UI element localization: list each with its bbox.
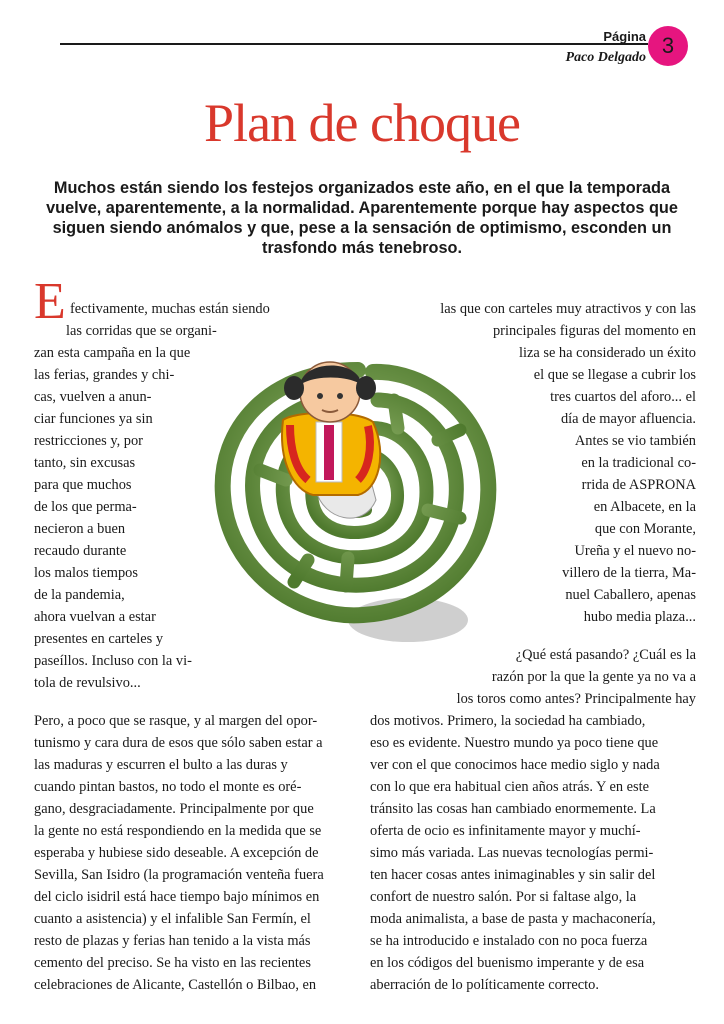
text-line: ¿Qué está pasando? ¿Cuál es la (515, 647, 696, 663)
text-line: de los que perma- (34, 499, 137, 515)
text-line: resto de plazas y ferias han tenido a la vista más (34, 933, 311, 949)
text-line: gano, desgraciadamente. Principalmente por que (34, 801, 314, 817)
text-line: las ferias, grandes y chi- (34, 367, 175, 383)
text-line: tres cuartos del aforo... el (550, 389, 696, 405)
text-line: presentes en carteles y (34, 631, 164, 647)
text-line: con lo que era habitual cien años atrás. Y en este (370, 779, 650, 795)
page-number-badge: 3 (648, 26, 688, 66)
text-line: ahora vuelvan a estar (34, 609, 156, 625)
text-line: Pero, a poco que se rasque, y al margen del opor- (34, 713, 318, 729)
text-line: oferta de ocio es infinitamente mayor y muchí- (370, 823, 641, 839)
text-line: recaudo durante (34, 543, 127, 559)
text-line: aberración de lo políticamente correcto. (370, 977, 599, 993)
text-line: necieron a buen (34, 521, 126, 537)
text-line: principales figuras del momento en (492, 323, 696, 339)
text-line: cuanto a asistencia) y el infalible San Fermín, el (34, 911, 311, 927)
text-line: simo más variada. Las nuevas tecnologías permi- (370, 845, 654, 861)
text-line: confort de nuestro salón. Por si faltase algo, la (370, 889, 637, 905)
text-line: de la pandemia, (34, 587, 125, 603)
text-line: tránsito las cosas han cambiado enormemente. La (370, 801, 656, 817)
text-line: ten hacer cosas antes inimaginables y sin salir del (370, 867, 656, 883)
text-line: moda animalista, a base de pasta y machaconería, (370, 911, 656, 927)
text-line: las maduras y escurren el bulto a las duras y (34, 757, 288, 773)
text-line: cuando pintan bastos, no todo el monte es oré- (34, 779, 302, 795)
text-line: villero de la tierra, Ma- (562, 565, 696, 581)
text-line: esperaba y hubiese sido deseable. A excepción de (34, 845, 319, 861)
torero-figure (282, 362, 380, 518)
text-line: se ha introducido e instalado con no poca fuerza (370, 933, 648, 949)
text-line: restricciones y, por (34, 433, 143, 449)
text-line: el que se llegase a cubrir los (533, 367, 696, 383)
text-line: tola de revulsivo... (34, 675, 141, 691)
maze-torero-illustration (198, 330, 518, 650)
text-line: razón por la que la gente ya no va a (491, 669, 696, 685)
text-line: paseíllos. Incluso con la vi- (34, 653, 192, 669)
text-line: ver con el que conocimos hace medio siglo y nada (370, 757, 660, 773)
text-line: Sevilla, San Isidro (la programación venteña fuera (34, 867, 324, 883)
text-line: eso es evidente. Nuestro mundo ya poco tiene que (370, 735, 659, 751)
article-title: Plan de choque (204, 93, 520, 153)
text-line: zan esta campaña en la que (34, 345, 191, 361)
text-line: rrida de ASPRONA (581, 477, 696, 493)
text-line: en la tradicional co- (581, 455, 696, 471)
text-line: ciar funciones ya sin (34, 411, 153, 427)
text-line: cemento del preciso. Se ha visto en las recientes (34, 955, 311, 971)
text-line: los toros como antes? Principalmente hay (456, 691, 696, 707)
text-line: Ureña y el nuevo no- (574, 543, 696, 559)
text-line: celebraciones de Alicante, Castellón o Bilbao, en (34, 977, 317, 993)
text-line: tanto, sin excusas (34, 455, 136, 471)
text-line: cas, vuelven a anun- (34, 389, 152, 405)
page-label: Página (603, 29, 646, 44)
text-line: nuel Caballero, apenas (565, 587, 696, 603)
text-line: las que con carteles muy atractivos y con las (440, 301, 696, 317)
article-lead: Muchos están siendo los festejos organizados este año, en el que la temporada vuelve, aparentemente, a la normalidad. Aparentemente porque hay aspectos que siguen siendo anómalos y que, pese a la sensación de optimismo, esconden un trasfondo más tenebroso. (46, 179, 678, 257)
text-line: en Albacete, en la (593, 499, 696, 515)
text-line: día de mayor afluencia. (560, 411, 696, 427)
text-line: liza se ha considerado un éxito (518, 345, 696, 361)
text-line: tunismo y cara dura de esos que sólo saben estar a (34, 735, 323, 751)
text-line: la gente no está respondiendo en la medida que se (34, 823, 322, 839)
text-line: en los códigos del buenismo imperante y de esa (370, 955, 645, 971)
text-line: las corridas que se organi- (66, 323, 217, 339)
text-line: fectivamente, muchas están siendo (70, 301, 270, 317)
text-line: del ciclo isidril está hace tiempo bajo mínimos en (34, 889, 320, 905)
text-line: los malos tiempos (34, 565, 138, 581)
text-line: que con Morante, (594, 521, 696, 537)
text-line: Antes se vio también (574, 433, 696, 449)
text-line: hubo media plaza... (583, 609, 696, 625)
header-rule (60, 43, 648, 45)
author-name: Paco Delgado (565, 50, 646, 65)
text-line: para que muchos (34, 477, 132, 493)
text-line: dos motivos. Primero, la sociedad ha cambiado, (370, 713, 646, 729)
drop-cap: E (34, 273, 66, 330)
